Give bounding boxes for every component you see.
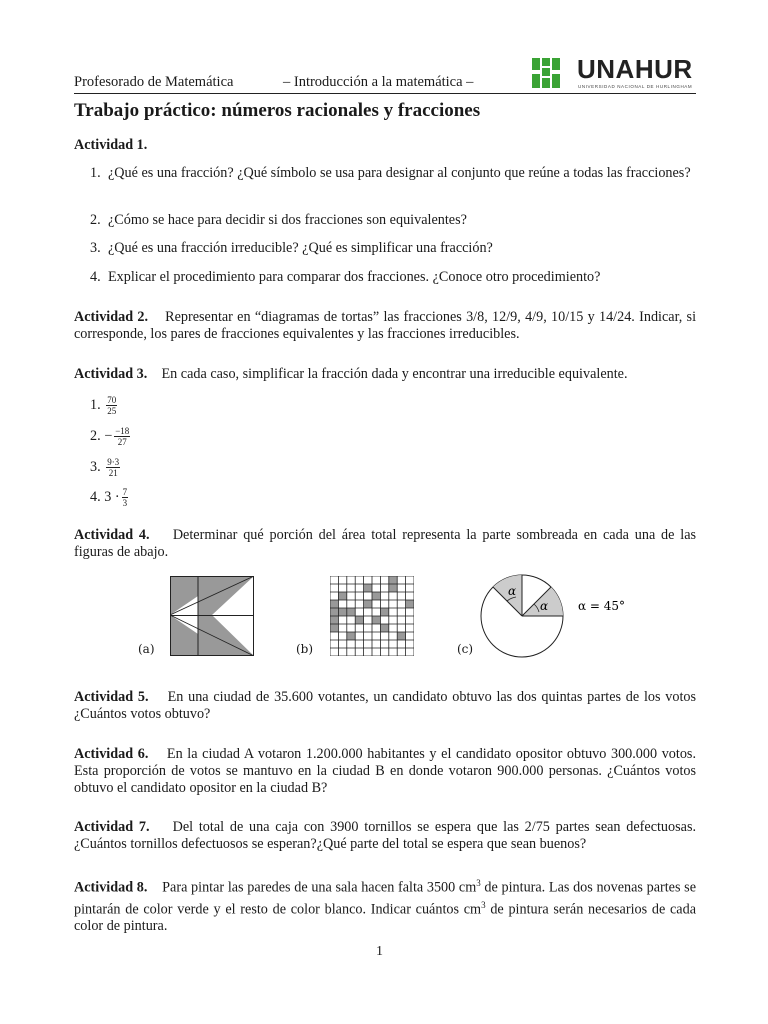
figure-a-caption: (a)	[138, 642, 155, 656]
grid-shaded-cell	[397, 632, 405, 640]
grid-shaded-cell	[380, 624, 388, 632]
grid-shaded-cell	[372, 592, 380, 600]
act8-paragraph	[74, 875, 696, 935]
act3-item2-num: 2.	[90, 427, 101, 444]
header-course: Profesorado de Matemática	[74, 74, 234, 90]
act3-item1-num: 1.	[90, 396, 101, 413]
grid-shaded-cell	[364, 584, 372, 592]
header-subject: – Introducción a la matemática –	[283, 74, 474, 90]
figure-c-circle	[480, 574, 650, 660]
figure-b-caption: (b)	[296, 642, 314, 656]
denominator: 25	[107, 406, 117, 416]
figure-b-grid	[330, 576, 414, 656]
fraction	[106, 395, 117, 416]
act3-item2-prefix: −	[104, 427, 113, 444]
page-number: 1	[376, 944, 383, 959]
act8-sup-1: 3	[476, 878, 481, 888]
act8-label: Actividad 8.	[74, 879, 148, 896]
denominator: 3	[122, 498, 128, 508]
act1-label: Actividad 1.	[74, 137, 148, 153]
grid-shaded-cell	[406, 600, 414, 608]
act2-text: Representar en “diagramas de tortas” las fracciones 3/8, 12/9, 4/9, 10/15 y 14/24. Indicar, si corresponde, los pares de fracciones equivalentes y las fracciones irreducibles.	[74, 309, 697, 342]
act7-paragraph	[74, 819, 696, 853]
grid-shaded-cell	[389, 576, 397, 584]
grid-shaded-cell	[330, 600, 338, 608]
numerator: 7	[122, 487, 128, 497]
act3-item4-prefix: 3 ·	[104, 488, 120, 505]
act1-item2-text: ¿Cómo se hace para decidir si dos fracciones son equivalentes?	[108, 212, 467, 228]
grid-shaded-cell	[355, 616, 363, 624]
act5-paragraph	[74, 689, 696, 723]
act3-item3	[90, 457, 120, 478]
numerator: −18	[115, 426, 130, 436]
act7-label: Actividad 7.	[74, 819, 150, 835]
act1-item2-num: 2.	[90, 212, 101, 228]
denominator: 21	[108, 468, 118, 478]
logo-subtitle: UNIVERSIDAD NACIONAL DE HURLINGHAM	[578, 84, 693, 89]
grid-shaded-cell	[330, 616, 338, 624]
figure-a	[170, 576, 254, 656]
act1-item3-num: 3.	[90, 240, 101, 256]
grid-shaded-cell	[380, 608, 388, 616]
act6-text: En la ciudad A votaron 1.200.000 habitantes y el candidato opositor obtuvo 300.000 votos. Esta proporción de votos se mantuvo en la ciudad B en donde votaron 900.000 personas. ¿Cuántos votos obtuvo el candidato opositor en la ciudad B?	[74, 746, 697, 796]
act2-paragraph	[74, 309, 696, 343]
denominator: 27	[117, 437, 127, 447]
logo-text: UNAHUR	[577, 54, 693, 84]
grid-shaded-cell	[338, 608, 346, 616]
act5-label: Actividad 5.	[74, 689, 149, 705]
act8-text-a: Para pintar las paredes de una sala hacen falta 3500 cm	[162, 879, 477, 896]
act6-label: Actividad 6.	[74, 746, 149, 762]
act1-item4-num: 4.	[90, 269, 101, 285]
act4-paragraph	[74, 527, 696, 561]
numerator: 70	[107, 395, 117, 405]
alpha-label-2: α	[540, 599, 549, 613]
page-title: Trabajo práctico: números racionales y fracciones	[74, 100, 481, 121]
header-rule	[74, 93, 696, 94]
numerator: 9·3	[107, 457, 120, 467]
act3-label: Actividad 3.	[74, 366, 148, 382]
grid-shaded-cell	[364, 600, 372, 608]
act1-item3-text: ¿Qué es una fracción irreducible? ¿Qué es simplificar una fracción?	[108, 240, 493, 256]
act8-sup-2: 3	[481, 899, 486, 910]
grid-shaded-cell	[389, 584, 397, 592]
fraction	[114, 426, 130, 447]
act5-text: En una ciudad de 35.600 votantes, un candidato obtuvo las dos quintas partes de los votos ¿Cuántos votos obtuvo?	[74, 689, 697, 722]
act3-text: En cada caso, simplificar la fracción dada y encontrar una irreducible equivalente.	[161, 366, 628, 382]
act3-item3-num: 3.	[90, 458, 101, 475]
grid-shaded-cell	[372, 616, 380, 624]
grid-shaded-cell	[347, 632, 355, 640]
fraction	[106, 457, 120, 478]
act1-item4-text: Explicar el procedimiento para comparar dos fracciones. ¿Conoce otro procedimiento?	[108, 269, 601, 285]
grid-shaded-cell	[347, 608, 355, 616]
grid-shaded-cell	[330, 624, 338, 632]
fraction	[122, 487, 129, 508]
grid-shaded-cell	[330, 608, 338, 616]
act6-paragraph	[74, 746, 696, 797]
act8-text-b: de pintura. Las dos novenas partes se pintarán de color verde y el resto de color blanco. Indicar cuántos cm	[74, 879, 696, 918]
alpha-label-1: α	[508, 584, 517, 598]
grid-shaded-cell	[338, 592, 346, 600]
act8-text-c: de pintura serán necesarios de cada color de pintura.	[74, 901, 696, 935]
act1-item1-text: ¿Qué es una fracción? ¿Qué símbolo se usa para designar al conjunto que reúne a todas las fracciones?	[108, 165, 691, 181]
act2-label: Actividad 2.	[74, 309, 149, 325]
act4-text: Determinar qué porción del área total representa la parte sombreada en cada una de las figuras de abajo.	[74, 527, 697, 560]
act3-item4	[90, 487, 128, 508]
act4-label: Actividad 4.	[74, 527, 150, 543]
act3-item4-num: 4.	[90, 488, 101, 505]
act1-item1-num: 1.	[90, 165, 101, 181]
act3-item1	[90, 395, 117, 416]
act3-paragraph	[74, 366, 696, 383]
act3-item2	[90, 426, 130, 447]
alpha-equation: α = 45°	[578, 599, 626, 613]
act7-text: Del total de una caja con 3900 tornillos se espera que las 2/75 partes sean defectuosas. ¿Cuántos tornillos defectuosos se esperan?¿Qué parte del total se espera que sean buenos?	[74, 819, 697, 852]
figure-c-caption: (c)	[457, 642, 474, 656]
